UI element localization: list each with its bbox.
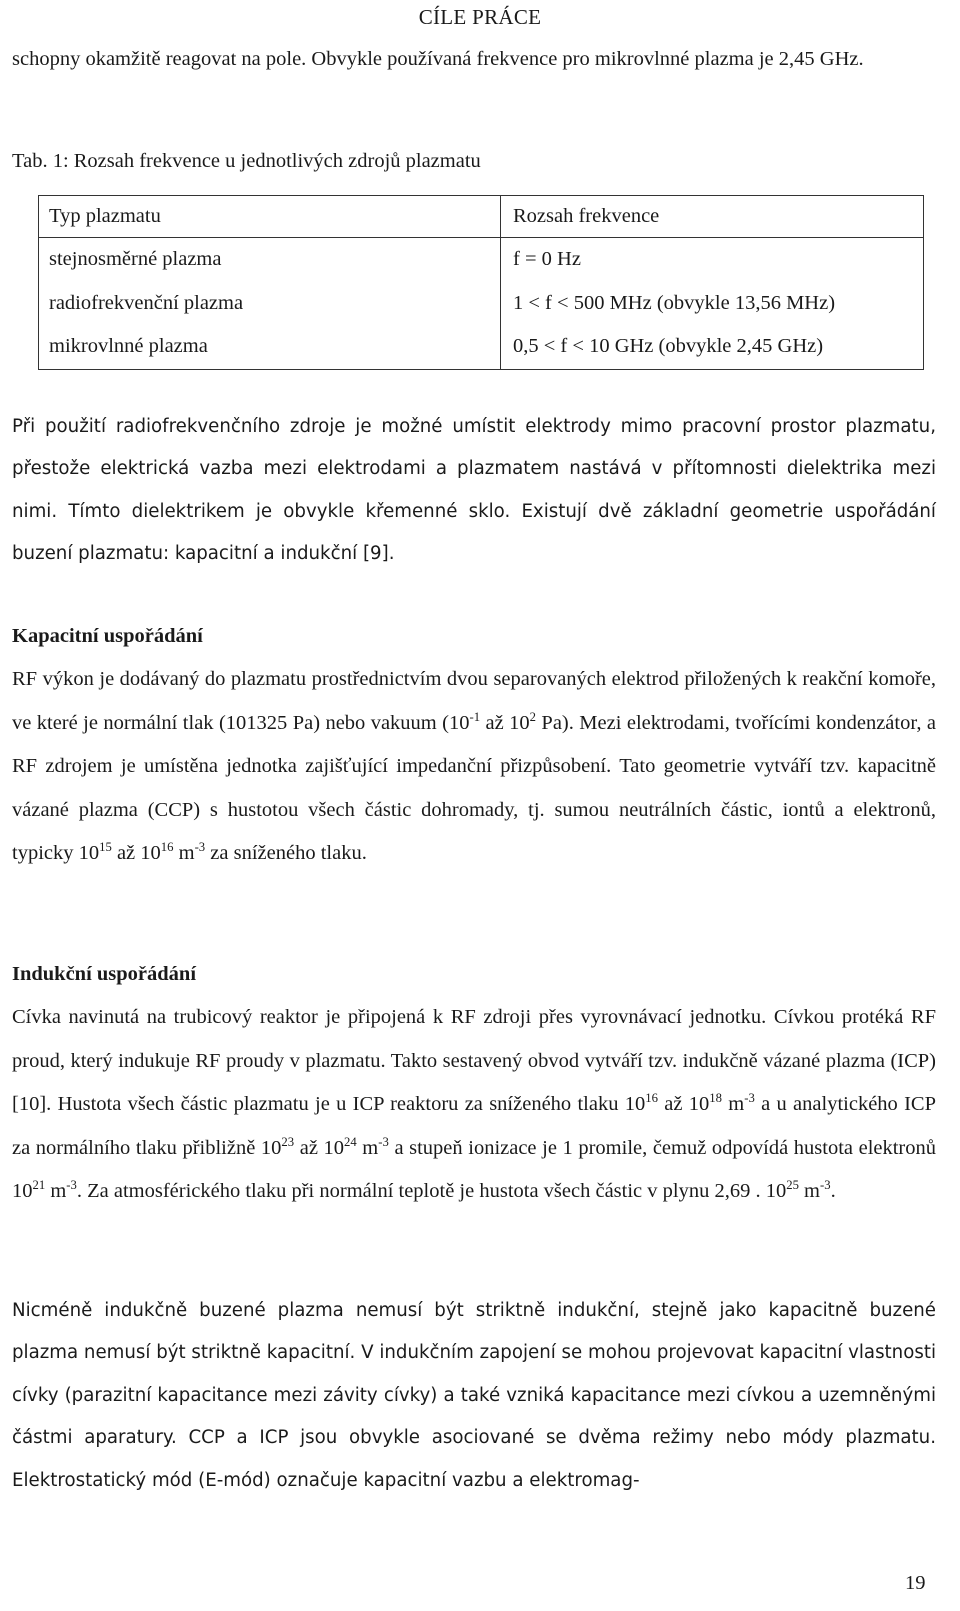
table-cell: f = 0 Hz xyxy=(501,238,924,282)
table-cell: stejnosměrné plazma xyxy=(49,248,222,271)
intro-paragraph: schopny okamžitě reagovat na pole. Obvykle používaná frekvence pro mikrovlnné plazma je 2,45 GHz. xyxy=(12,48,864,70)
running-head: CÍLE PRÁCE xyxy=(418,5,542,29)
inductive-paragraph: Cívka navinutá na trubicový reaktor je připojená k RF zdroji přes vyrovnávací jednotku. Cívkou protéká RF proud, který indukuje RF proudy v plazmatu. Takto sestavený obvod vytváří tzv. indukčně vázané plazma (ICP) [10]. Hustota všech částic plazmatu je u ICP reaktoru za sníženého tlaku $10^{16}$ až $10^{18}$ $m^{-3}$ a u analytického ICP za normálního tlaku přibližně $10^{23}$ až $10^{24}$ $m^{-3}$ a stupeň ionizace je 1 promile, čemuž odpovídá hustota elektronů $10^{21}$ $m^{-3}$. Za atmosférického tlaku při normální teplotě je hustota všech částic v plynu 2,69 . $10^{25}$ $m^{-3}$. xyxy=(12,1006,937,1202)
table-header-cell: Rozsah frekvence xyxy=(501,196,924,238)
section-heading-inductive: Indukční uspořádání xyxy=(12,963,197,985)
table-cell: radiofrekvenční plazma xyxy=(49,291,244,314)
final-paragraph: Nicméně indukčně buzené plazma nemusí být striktně indukční, stejně jako kapacitně buzené plazma nemusí být striktně kapacitní. V indukčním zapojení se mohou projevovat kapacitní vlastnosti cívky (parazitní kapacitance mezi závity cívky) a také vzniká kapacitance mezi cívkou a uzemněnými částmi aparatury. CCP a ICP jsou obvykle asociované se dvěma režimy nebo módy plazmatu. Elektrostatický mód (E-mód) označuje kapacitní vazbu a elektromag- xyxy=(12,1300,936,1491)
frequency-table xyxy=(38,195,924,370)
capacitive-paragraph: RF výkon je dodávaný do plazmatu prostřednictvím dvou separovaných elektrod přiložených k reakční komoře, ve které je normální tlak (101325 Pa) nebo vakuum ($10^{-1}$ až $10^2$ Pa). Mezi elektrodami, tvořícími kondenzátor, a RF zdrojem je umístěna jednotka zajišťující impedanční přizpůsobení. Tato geometrie vytváří tzv. kapacitně vázané plazma (CCP) s hustotou všech částic dohromady, tj. sumou neutrálních částic, iontů a elektronů, typicky $10^{15}$ až $10^{16}$ $m^{-3}$ za sníženého tlaku. xyxy=(12,668,937,864)
table-header-row xyxy=(39,196,924,238)
table-caption: Tab. 1: Rozsah frekvence u jednotlivých zdrojů plazmatu xyxy=(12,150,481,172)
table-row xyxy=(39,238,924,282)
table-cell: 0,5 < f < 10 GHz (obvykle 2,45 GHz) xyxy=(501,325,924,369)
table-row xyxy=(39,282,924,326)
table-row xyxy=(39,325,924,369)
table-header-cell: Typ plazmatu xyxy=(39,196,501,238)
page-number: 19 xyxy=(905,1572,926,1594)
rf-paragraph: Při použití radiofrekvenčního zdroje je možné umístit elektrody mimo pracovní prostor plazmatu, přestože elektrická vazba mezi elektrodami a plazmatem nastává v přítomnosti dielektrika mezi nimi. Tímto dielektrikem je obvykle křemenné sklo. Existují dvě základní geometrie uspořádání buzení plazmatu: kapacitní a indukční [9]. xyxy=(12,416,936,565)
table-cell: 1 < f < 500 MHz (obvykle 13,56 MHz) xyxy=(501,282,924,326)
table-cell: mikrovlnné plazma xyxy=(49,335,208,358)
section-heading-capacitive: Kapacitní uspořádání xyxy=(12,625,203,647)
